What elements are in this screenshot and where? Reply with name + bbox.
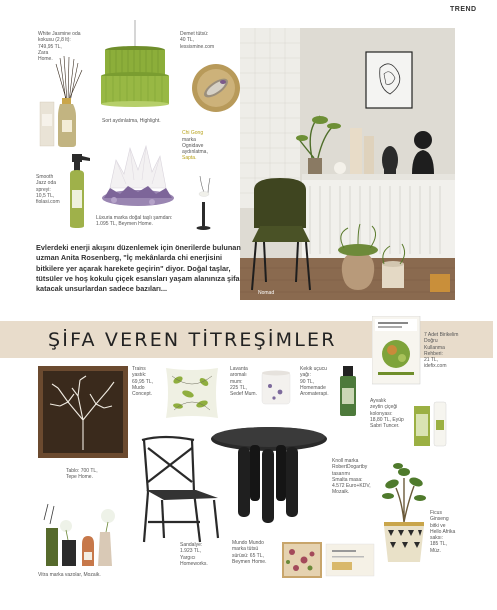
crystal-holder-image bbox=[96, 140, 180, 212]
caption-oil: Kekik uçucu yağı: 90 TL, Homemade Aromaterapi. bbox=[300, 366, 329, 397]
room-photo bbox=[240, 28, 455, 300]
caption-book: 7 Adet Birikelim Doğru Kullanma Rehberi: 21 TL, idefix.com bbox=[424, 332, 459, 370]
intro-text: Evlerdeki enerji akışını düzenlemek için önerilerde bulunan uzman Anita Rosenberg, "İç mekânlarda chi enerjisini bitkilere yer açarak harekete geçirin" diyor. Doğal taşlar, tütsüler ve hoş kokulu çiçek esansları yaşam alanınıza şifa katacak unsurlardan sadece bazıları... bbox=[36, 243, 241, 294]
pendant-lamp-image bbox=[96, 20, 174, 120]
ficus-plant-image bbox=[378, 458, 430, 568]
oil-bottle-image bbox=[336, 364, 360, 418]
caption-table: Knoll marka RobertDogartby tasarımı Smalta masa: 4.572 Euro+KDV, Mozaik. bbox=[332, 458, 371, 496]
vases-image bbox=[38, 500, 128, 568]
chi-gong-desc: marka Ognidave aydınlatma, bbox=[182, 136, 208, 155]
table-image bbox=[210, 425, 328, 525]
caption-spray: Smooth Jazz oda spreyi: 10,5 TL, fiolasi.com bbox=[36, 174, 60, 205]
caption-crystal: Lüxuria marka doğal taşlı şamdan: 1.095 TL, Beymen Home. bbox=[96, 215, 173, 228]
chi-gong-brand: Sapta. bbox=[182, 155, 197, 162]
soap-image bbox=[412, 400, 450, 450]
chi-gong-name: Chi Gong bbox=[182, 130, 204, 137]
caption-chi-gong bbox=[182, 124, 242, 162]
incense-plate-image bbox=[190, 62, 242, 114]
caption-pendant: Sort aydınlatma, Highlight. bbox=[102, 118, 161, 124]
spray-bottle-image bbox=[62, 150, 100, 230]
caption-painting: Tablo: 700 TL, Tepe Home. bbox=[66, 468, 98, 481]
candle-image bbox=[258, 368, 294, 408]
caption-ficus: Ficus Ginseng bitki ve Hello Afrika saksı: 185 TL, Müz. bbox=[430, 510, 456, 554]
caption-soap: Ayvalık zeytin çiçeği kolonyası: 18,80 TL, Eyüp Sabri Tuncer. bbox=[370, 398, 404, 429]
caption-chair: Sandalye: 1.923 TL, Yargıcı Homeworks. bbox=[180, 542, 208, 567]
caption-vases: Vitra marka vazolar, Mozaik. bbox=[38, 572, 101, 578]
headline: ŞİFA VEREN TİTREŞİMLER bbox=[48, 329, 337, 351]
chi-gong-lamp-image bbox=[190, 172, 230, 232]
framed-painting-image bbox=[38, 366, 128, 458]
caption-tray: Mundo Mundo marka tütsü sürüsü: 65 TL, Beymen Home. bbox=[232, 540, 267, 565]
caption-incense: Demet tütsü: 40 TL, lessismine.com bbox=[180, 31, 215, 50]
section-label: TREND bbox=[450, 6, 477, 13]
chair-image bbox=[134, 434, 224, 546]
caption-pillow: Trains yastık: 69,95 TL, Mudo Concept. bbox=[132, 366, 154, 397]
photo-credit: Nomad bbox=[258, 290, 275, 296]
incense-box-image bbox=[280, 540, 376, 580]
pillow-image bbox=[162, 364, 222, 422]
caption-candle: Lavanta aromalı mum: 225 TL, Sedef Mum. bbox=[230, 366, 257, 397]
diffuser-image bbox=[38, 54, 86, 149]
book-image bbox=[372, 316, 422, 386]
caption-diffuser: White Jasmine oda kokusu (2,8 lt): 749,95 TL, Zara Home. bbox=[38, 31, 81, 62]
